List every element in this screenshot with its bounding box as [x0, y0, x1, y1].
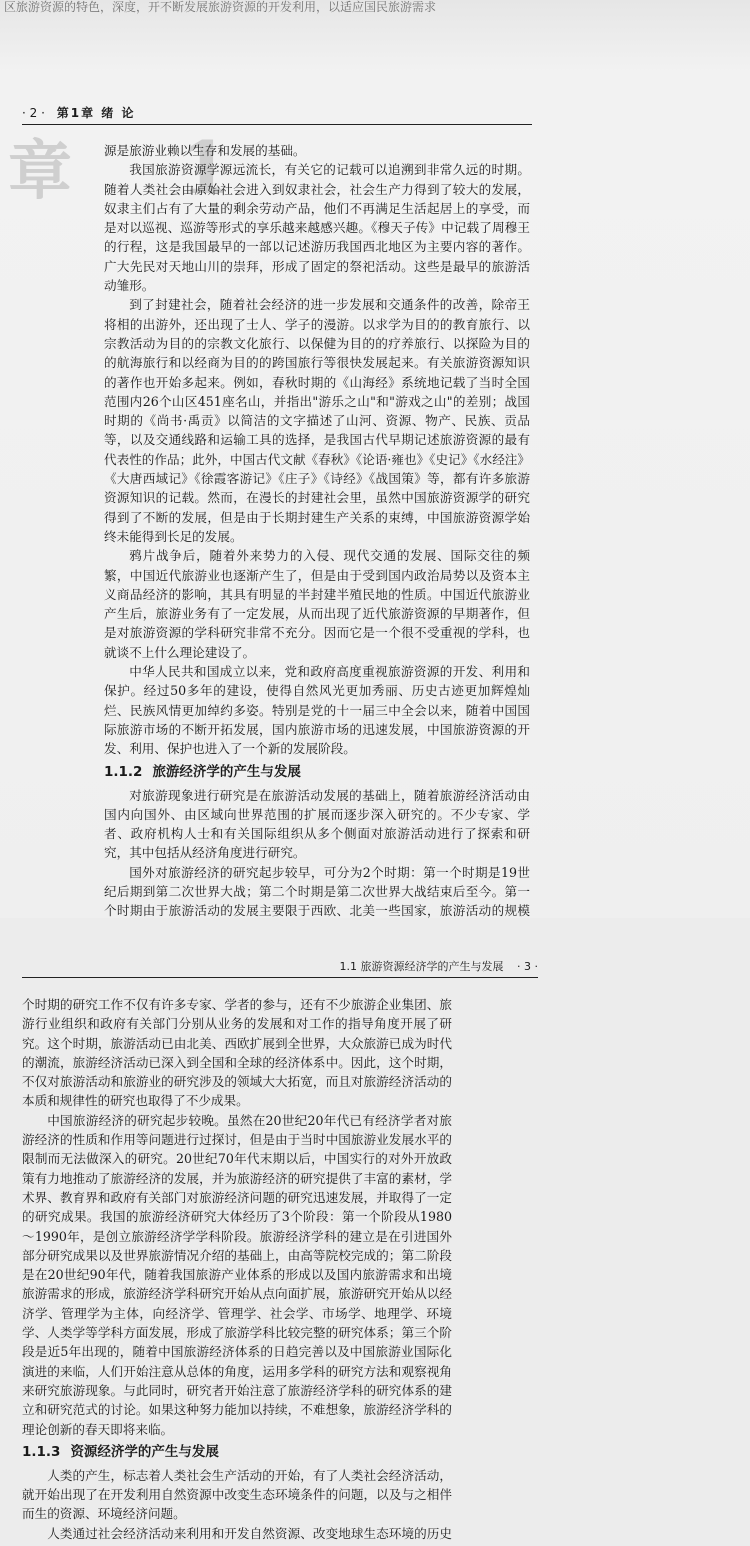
paragraph: 鸦片战争后，随着外来势力的入侵、现代交通的发展、国际交往的频繁，中国近代旅游业也逐渐产生了，但是由于受到国内政治局势以及资本主义商品经济的影响，其具有明显的半封建半殖民地的性质。中国近代旅游业产生后，旅游业务有了一定发展，从而出现了近代旅游资源的早期著作，但是对旅游资源的学科研究非常不充分。因而它是一个很不受重视的学科，也就谈不上什么理论建设了。	[104, 548, 530, 660]
previous-page-bleed-text: 区旅游资源的特色，深度，开不断发展旅游资源的开发利用，以适应国民旅游需求	[4, 0, 437, 14]
show-through-chapter-mark: 章	[8, 134, 72, 209]
paragraph: 到了封建社会，随着社会经济的进一步发展和交通条件的改善，除帝王将相的出游外，还出现了士人、学子的漫游。以求学为目的的教育旅行、以宗教活动为目的的宗教文化旅行、以保健为目的的疗养旅行、以探险为目的的航海旅行和以经商为目的的跨国旅行等很快发展起来。有关旅游资源知识的著作也开始多起来。例如，春秋时期的《山海经》系统地记载了当时全国范围内26个山区451座名山，并指出"游乐之山"和"游戏之山"的差别；战国时期的《尚书·禹贡》以简洁的文字描述了山河、资源、物产、民族、贡品等，以及交通线路和运输工具的选择，是我国古代早期记述旅游资源的最有代表性的作品；此外，中国古代文献《春秋》《论语·雍也》《史记》《水经注》《大唐西域记》《徐霞客游记》《庄子》《诗经》《战国策》等，都有许多旅游资源知识的记载。然而，在漫长的封建社会里，虽然中国旅游资源学的研究得到了不断的发展，但是由于长期封建生产关系的束缚，中国旅游资源学始终未能得到长足的发展。	[104, 297, 530, 544]
section-number: 1.1.2	[104, 763, 143, 780]
running-section-title: 1.1 旅游资源经济学的产生与发展	[339, 960, 504, 973]
section-title: 旅游经济学的产生与发展	[152, 763, 301, 780]
paragraph: 源是旅游业赖以生存和发展的基础。	[104, 143, 306, 158]
paragraph: 人类通过社会经济活动来利用和开发自然资源、改变地球生态环境的历史	[47, 1525, 452, 1541]
paragraph: 我国旅游资源学源远流长，有关它的记载可以追溯到非常久远的时期。随着人类社会由原始社会进入到奴隶社会，社会生产力得到了较大的发展，奴隶主们占有了大量的剩余劳动产品，他们不再满足生活起居上的享受，而是对以巡视、巡游等形式的享乐越来越感兴趣。《穆天子传》中记载了周穆王的行程，这是我国最早的一部以记述游历我国西北地区为主要内容的著作。广大先民对天地山川的崇拜，形成了固定的祭祀活动。这些是最早的旅游活动雏形。	[104, 162, 530, 294]
body-text	[104, 141, 530, 918]
section-heading	[22, 1442, 452, 1462]
book-page-3	[0, 918, 750, 1546]
paragraph: 对旅游现象进行研究是在旅游活动发展的基础上，随着旅游经济活动由国内向国外、由区域向世界范围的扩展而逐步深入研究的。不少专家、学者、政府机构人士和有关国际组织从多个侧面对旅游活动进行了探索和研究，其中包括从经济角度进行研究。	[104, 787, 530, 861]
section-number: 1.1.3	[22, 1443, 61, 1460]
paragraph: 国外对旅游经济的研究起步较早，可分为2个时期：第一个时期是19世纪后期到第二次世界大战；第二个时期是第二次世界大战结束后至今。第一个时期由于旅游活动的发展主要限于西欧、北美一些国家，旅游活动的规模	[104, 864, 530, 918]
running-chapter-title: 第1章 绪 论	[56, 106, 136, 120]
paragraph: 中华人民共和国成立以来，党和政府高度重视旅游资源的开发、利用和保护。经过50多年的建设，使得自然风光更加秀丽、历史古迹更加辉煌灿烂、民族风情更加绰约多姿。特别是党的十一届三中全会以来，随着中国国际旅游市场的不断开拓发展，国内旅游市场的迅速发展，中国旅游资源的开发、利用、保护也进入了一个新的发展阶段。	[104, 664, 530, 757]
body-text	[22, 995, 452, 1546]
page-header	[22, 104, 532, 125]
page-header	[22, 958, 538, 978]
page-number: · 2 ·	[22, 106, 45, 120]
section-title: 资源经济学的产生与发展	[70, 1443, 219, 1460]
page-number: · 3 ·	[517, 960, 538, 973]
paragraph: 个时期的研究工作不仅有许多专家、学者的参与，还有不少旅游企业集团、旅游行业组织和政府有关部门分别从业务的发展和对工作的指导角度开展了研究。这个时期，旅游活动已由北美、西欧扩展到全世界，大众旅游已成为时代的潮流，旅游经济活动已深入到全国和全球的经济体系中。因此，这个时期，不仅对旅游活动和旅游业的研究涉及的领域大大拓宽，而且对旅游经济活动的本质和规律性的研究也取得了不少成果。	[22, 997, 452, 1109]
section-heading	[104, 762, 530, 782]
paragraph: 中国旅游经济的研究起步较晚。虽然在20世纪20年代已有经济学者对旅游经济的性质和作用等问题进行过探讨，但是由于当时中国旅游业发展水平的限制而无法做深入的研究。20世纪70年代末期以后，中国实行的对外开放政策有力地推动了旅游经济的发展，并为旅游经济的研究提供了丰富的素材，学术界、教育界和政府有关部门对旅游经济问题的研究迅速发展，并取得了一定的研究成果。我国的旅游经济研究大体经历了3个阶段：第一个阶段从1980～1990年，是创立旅游经济学学科阶段。旅游经济学科的建立是在引进国外部分研究成果以及世界旅游情况介绍的基础上，由高等院校完成的；第二阶段是在20世纪90年代，随着我国旅游产业体系的形成以及国内旅游需求和出境旅游需求的形成，旅游经济学科研究开始从点向面扩展，旅游研究开始从以经济学、管理学为主体，向经济学、管理学、社会学、市场学、地理学、环境学、人类学等学科方面发展，形成了旅游学科比较完整的研究体系；第三个阶段是近5年出现的，随着中国旅游经济体系的日趋完善以及中国旅游业国际化演进的来临，人们开始注意从总体的角度，运用多学科的研究方法和观察视角来研究旅游现象。与此同时，研究者开始注意了旅游经济学科的研究体系的建立和研究范式的讨论。如果这种努力能加以持续，不难想象，旅游经济学科的理论创新的春天即将来临。	[22, 1112, 452, 1437]
show-through-chapter-number: 1	[180, 125, 231, 210]
paragraph: 人类的产生，标志着人类社会生产活动的开始，有了人类社会经济活动，就开始出现了在开发利用自然资源中改变生态环境条件的问题，以及与之相伴而生的资源、环境经济问题。	[22, 1467, 452, 1522]
